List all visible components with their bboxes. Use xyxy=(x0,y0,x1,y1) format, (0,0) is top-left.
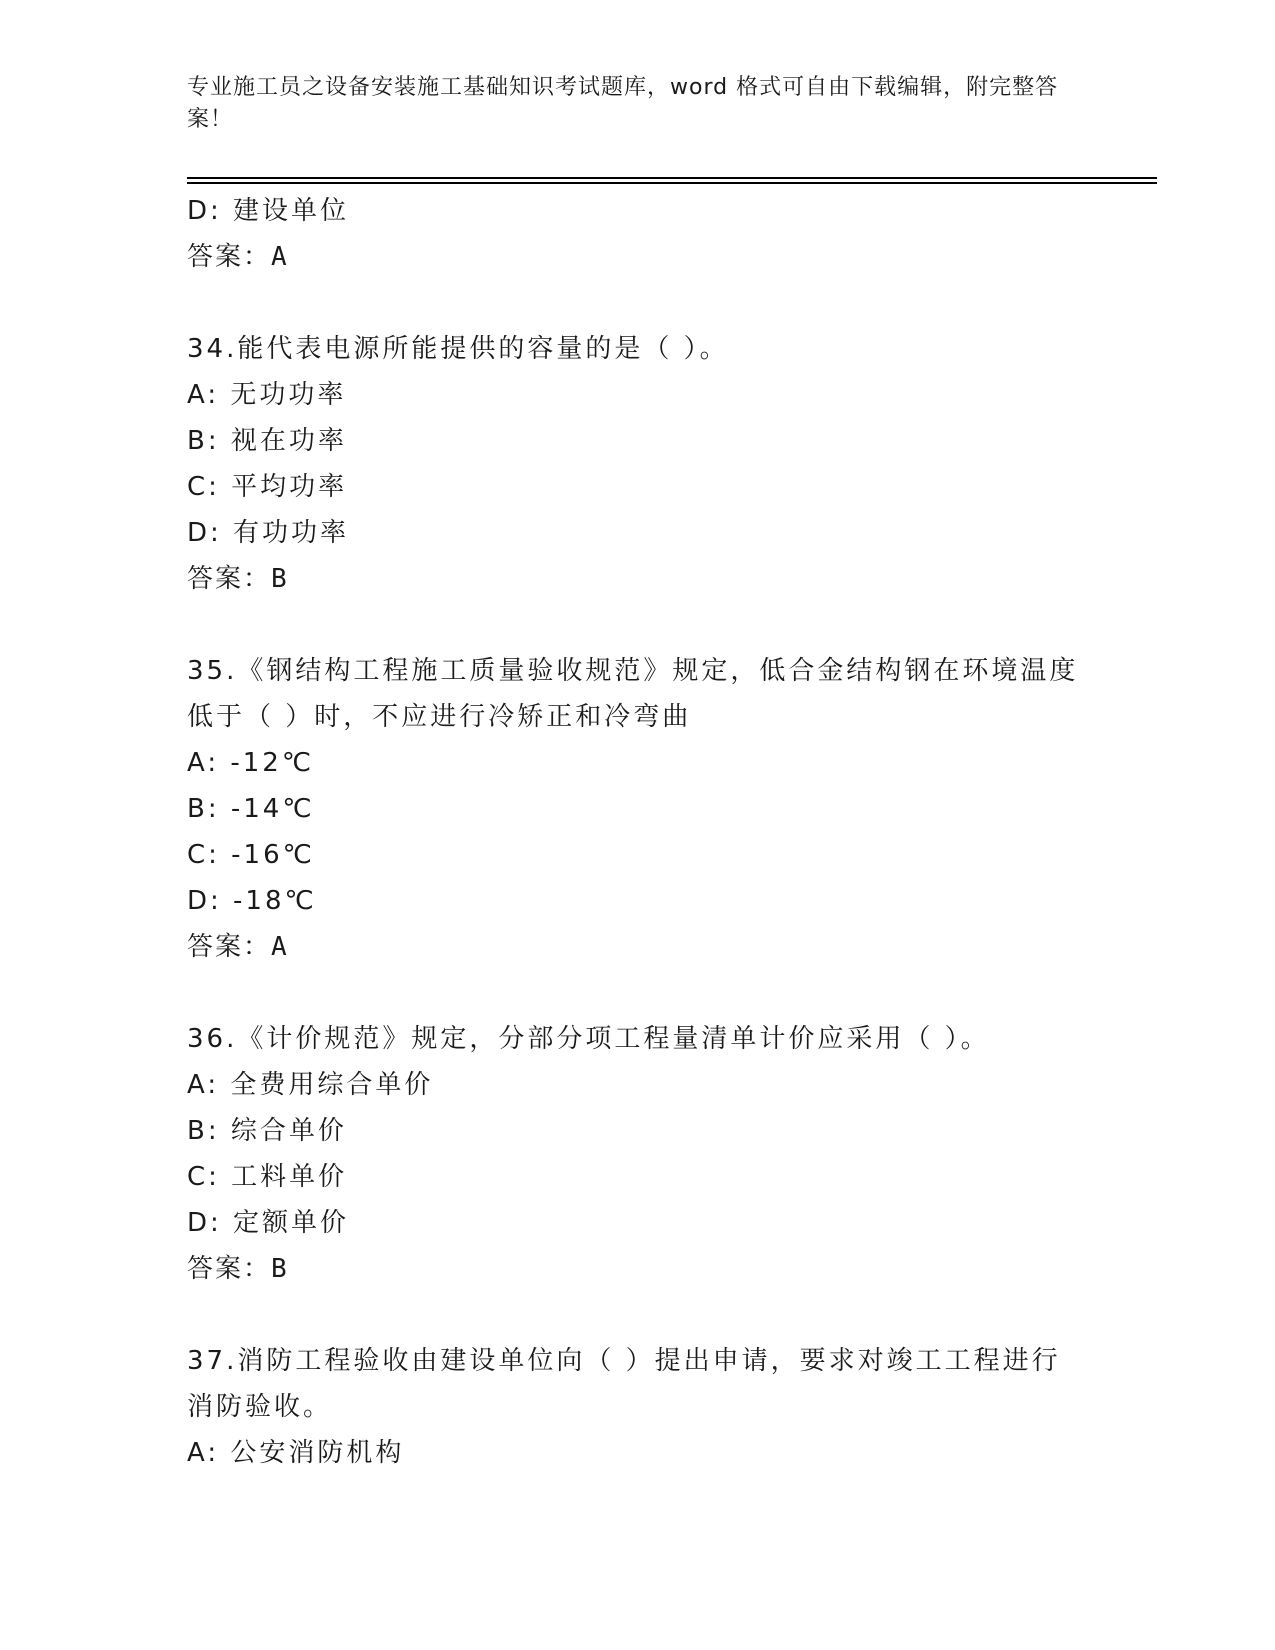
answer-value: A xyxy=(271,932,289,962)
answer-label: 答案： xyxy=(187,242,272,272)
option-b: B: 视在功率 xyxy=(187,426,347,456)
answer-label: 答案： xyxy=(187,1254,272,1284)
header-divider-top xyxy=(187,177,1157,179)
spacer xyxy=(187,970,1087,1016)
answer-value: B xyxy=(271,564,289,594)
question-title: 34.能代表电源所能提供的容量的是（ ）。 xyxy=(187,334,729,364)
option-d: D: 有功功率 xyxy=(187,518,350,548)
option-a: A: 无功功率 xyxy=(187,380,347,410)
option-b: B: -14℃ xyxy=(187,794,315,824)
answer-line xyxy=(187,234,1087,280)
option-d: D: -18℃ xyxy=(187,886,317,916)
option-d: D: 定额单价 xyxy=(187,1208,350,1238)
answer-label: 答案： xyxy=(187,932,272,962)
option-a: A: 公安消防机构 xyxy=(187,1438,405,1468)
option-c: C: 平均功率 xyxy=(187,472,348,502)
option-a: A: -12℃ xyxy=(187,748,315,778)
question-content xyxy=(187,188,1087,1476)
document-header: 专业施工员之设备安装施工基础知识考试题库，word 格式可自由下载编辑，附完整答案！ xyxy=(187,75,1059,132)
question-title: 36.《计价规范》规定，分部分项工程量清单计价应采用（ ）。 xyxy=(187,1024,990,1054)
question-title: 37.消防工程验收由建设单位向（ ）提出申请，要求对竣工工程进行消防验收。 xyxy=(187,1346,1061,1422)
option-a: A: 全费用综合单价 xyxy=(187,1070,434,1100)
answer-value: A xyxy=(271,242,289,272)
answer-value: B xyxy=(271,1254,289,1284)
answer-line xyxy=(187,924,1087,970)
spacer xyxy=(187,280,1087,326)
answer-line xyxy=(187,556,1087,602)
spacer xyxy=(187,602,1087,648)
question-title: 35.《钢结构工程施工质量验收规范》规定，低合金结构钢在环境温度低于（ ）时，不应进行冷矫正和冷弯曲 xyxy=(187,656,1079,732)
option-d: D: 建设单位 xyxy=(187,196,350,226)
answer-label: 答案： xyxy=(187,564,272,594)
option-b: B: 综合单价 xyxy=(187,1116,347,1146)
answer-line xyxy=(187,1246,1087,1292)
option-c: C: -16℃ xyxy=(187,840,315,870)
option-c: C: 工料单价 xyxy=(187,1162,348,1192)
header-divider-bottom xyxy=(187,182,1157,184)
spacer xyxy=(187,1292,1087,1338)
